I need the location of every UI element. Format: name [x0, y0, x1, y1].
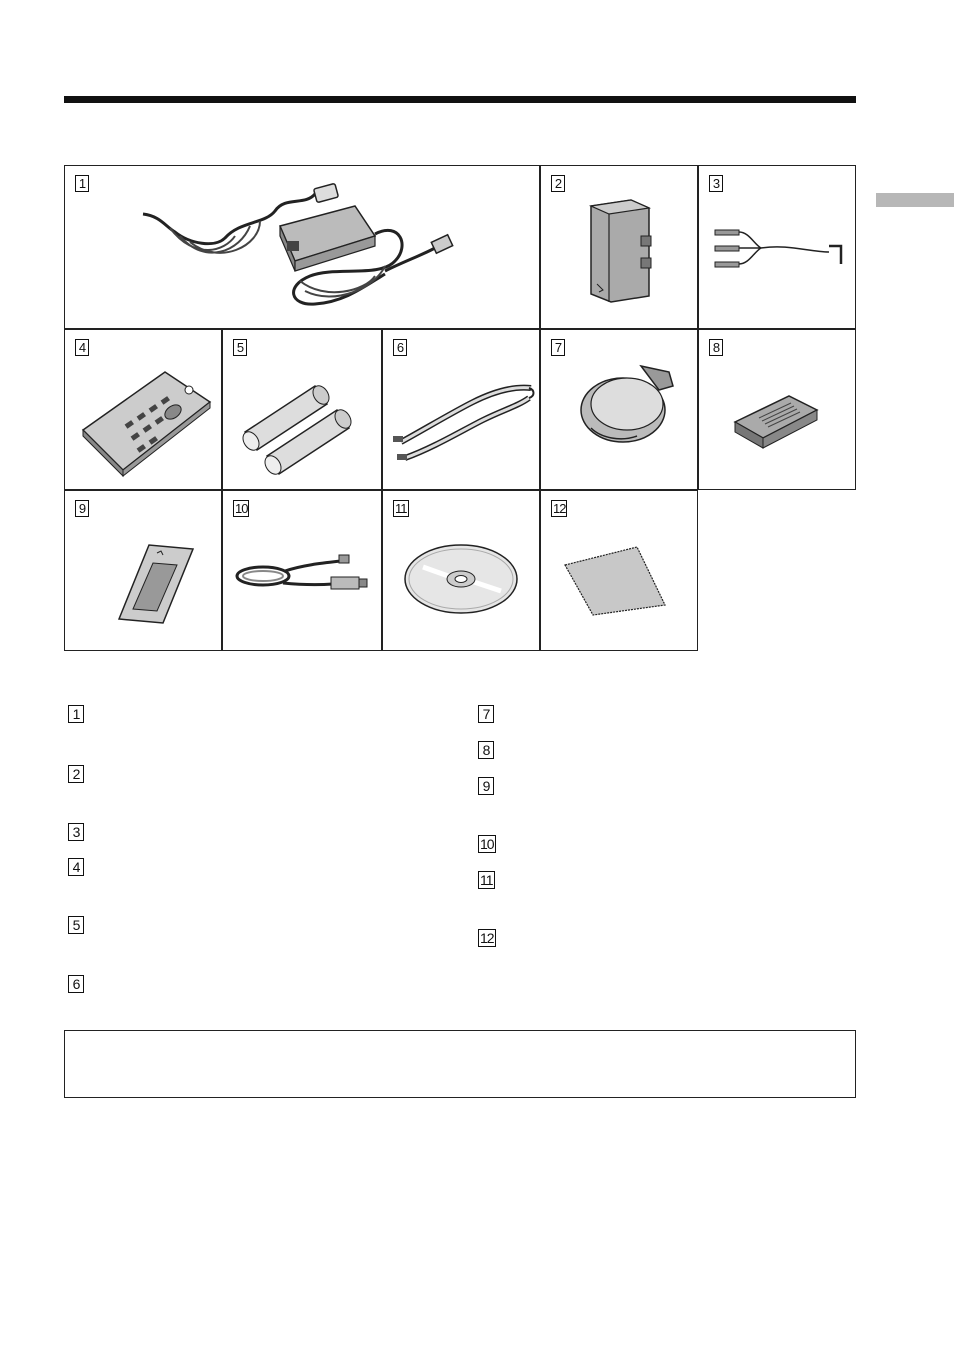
- item-number: 3: [709, 175, 723, 192]
- remote-commander-icon: [65, 330, 223, 491]
- av-cable-icon: [699, 166, 857, 330]
- item-number: 4: [75, 339, 89, 356]
- lens-cap-icon: [541, 330, 699, 491]
- legend-number: 5: [68, 916, 84, 934]
- item-cell-4: [64, 329, 222, 490]
- item-number: 10: [235, 501, 248, 516]
- ac-adaptor-icon: [65, 166, 541, 330]
- legend-number: 4: [68, 858, 84, 876]
- battery-pack-icon: [541, 166, 699, 330]
- item-number: 1: [75, 175, 89, 192]
- memory-stick-icon: [65, 491, 223, 652]
- legend-number: 10: [480, 836, 494, 852]
- item-number: 8: [709, 339, 723, 356]
- item-cell-7: [540, 329, 698, 490]
- legend-number: 12: [480, 930, 494, 946]
- item-number: 2: [551, 175, 565, 192]
- item-cell-8: [698, 329, 856, 490]
- legend-number: 9: [478, 777, 494, 795]
- item-number: 7: [551, 339, 565, 356]
- item-cell-11: [382, 490, 540, 651]
- item-cell-3: [698, 165, 856, 329]
- legend-number: 11: [480, 872, 493, 888]
- cd-rom-icon: [383, 491, 541, 652]
- item-cell-10: [222, 490, 382, 651]
- item-number: 6: [393, 339, 407, 356]
- section-tab: [876, 193, 954, 207]
- item-number: 9: [75, 500, 89, 517]
- shoe-cover-icon: [699, 330, 857, 491]
- item-cell-6: [382, 329, 540, 490]
- item-number: 12: [553, 501, 566, 516]
- top-rule: [64, 96, 856, 103]
- accessories-grid: [64, 165, 856, 651]
- item-cell-5: [222, 329, 382, 490]
- item-cell-2: [540, 165, 698, 329]
- legend-number: 3: [68, 823, 84, 841]
- aa-batteries-icon: [223, 330, 383, 491]
- item-cell-1: [64, 165, 540, 329]
- item-number: 5: [233, 339, 247, 356]
- legend-number: 6: [68, 975, 84, 993]
- note-box: [64, 1030, 856, 1098]
- legend-number: 2: [68, 765, 84, 783]
- usb-cable-icon: [223, 491, 383, 652]
- item-cell-9: [64, 490, 222, 651]
- legend-number: 7: [478, 705, 494, 723]
- item-cell-12: [540, 490, 698, 651]
- legend-number: 1: [68, 705, 84, 723]
- cleaning-cloth-icon: [541, 491, 699, 652]
- legend-number: 8: [478, 741, 494, 759]
- shoulder-strap-icon: [383, 330, 541, 491]
- item-number: 11: [395, 501, 407, 516]
